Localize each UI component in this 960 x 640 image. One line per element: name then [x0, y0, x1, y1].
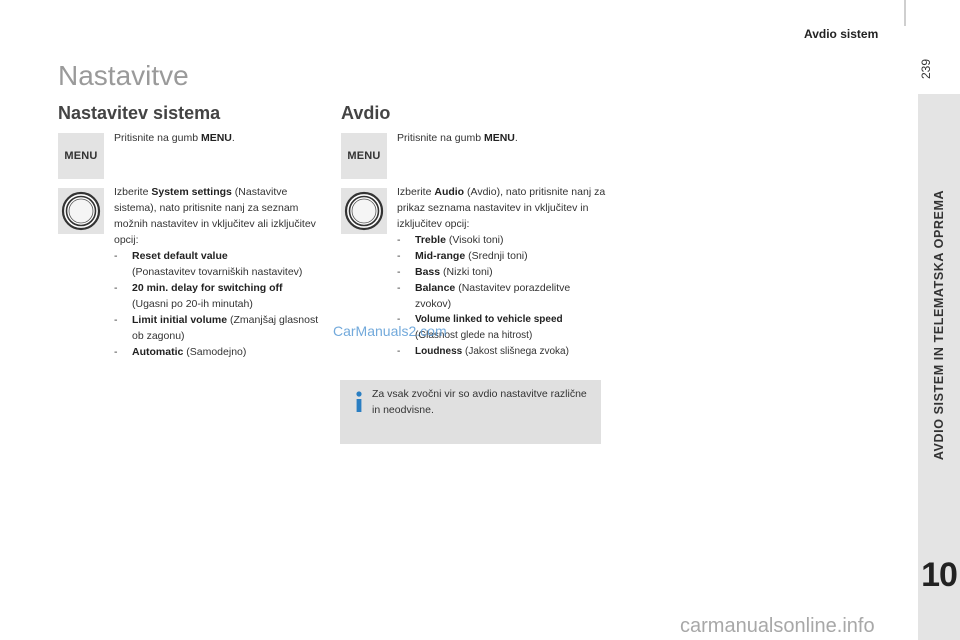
step-bold: MENU — [483, 132, 515, 144]
list-item-text — [415, 280, 607, 312]
list-item — [114, 344, 322, 360]
menu-button-icon — [58, 133, 104, 179]
option-name: Limit initial volume — [132, 314, 228, 326]
list-item-text — [415, 248, 528, 264]
list-item — [114, 312, 322, 344]
menu-icon-label: MENU — [64, 150, 98, 162]
list-dash: - — [114, 250, 118, 262]
watermark-bottom: carmanualsonline.info — [680, 615, 875, 637]
list-item-text — [132, 280, 283, 312]
header-divider — [904, 0, 906, 26]
option-desc: (Ponastavitev tovarniških nastavitev) — [132, 266, 303, 278]
option-name: Treble — [415, 234, 446, 246]
option-desc: (Samodejno) — [183, 346, 247, 358]
rotary-knob-icon — [58, 188, 104, 234]
step-suffix: . — [231, 132, 235, 144]
option-desc: (Nizki toni) — [440, 266, 493, 278]
list-item-text — [415, 232, 504, 248]
list-item — [397, 232, 607, 248]
rotary-knob-icon — [341, 188, 387, 234]
chapter-title: AVDIO SISTEM IN TELEMATSKA OPREMA — [932, 189, 946, 461]
left-step-menu — [114, 130, 319, 146]
option-desc: (Srednji toni) — [465, 250, 528, 262]
option-name: Loudness — [415, 346, 463, 357]
left-step-select — [114, 184, 322, 360]
watermark-top: CarManuals2.com — [333, 323, 447, 339]
list-dash: - — [114, 346, 118, 358]
option-desc: (Jakost slišnega zvoka) — [462, 346, 569, 357]
option-name: Reset default value — [132, 250, 228, 262]
section-title-audio: Avdio — [341, 103, 391, 123]
info-note-text: Za vsak zvočni vir so avdio nastavitve različne in neodvisne. — [372, 388, 587, 416]
list-dash: - — [397, 266, 401, 278]
option-desc: (Ugasni po 20-ih minutah) — [132, 298, 253, 310]
option-desc: (Visoki toni) — [445, 234, 504, 246]
option-name: Bass — [415, 266, 441, 278]
left-step-select-text — [114, 184, 322, 248]
list-dash: - — [397, 282, 401, 294]
right-step-menu — [397, 130, 602, 146]
list-item — [397, 280, 607, 312]
step-rest: (Avdio), nato pritisnite nanj za prikaz seznama nastavitev in vključitev in izključitev opcij: — [397, 186, 606, 230]
knob-graphic — [61, 191, 101, 231]
list-item-text — [132, 248, 302, 280]
page-number: 239 — [919, 58, 933, 80]
page-title: Nastavitve — [58, 60, 189, 91]
list-item — [397, 248, 607, 264]
chapter-sidebar — [918, 94, 960, 640]
step-text: Pritisnite na gumb — [397, 132, 484, 144]
step-bold: System settings — [151, 186, 232, 198]
list-item-text — [132, 312, 322, 344]
right-step-select-text — [397, 184, 607, 232]
menu-icon-label: MENU — [347, 150, 381, 162]
list-item — [114, 280, 322, 312]
list-item — [397, 344, 607, 360]
list-dash: - — [397, 314, 401, 325]
chapter-number: 10 — [921, 556, 957, 594]
step-text: Izberite — [397, 186, 435, 198]
step-bold: MENU — [200, 132, 232, 144]
step-bold: Audio — [434, 186, 465, 198]
option-name: Balance — [415, 282, 456, 294]
list-item-text — [132, 344, 246, 360]
list-dash: - — [397, 250, 401, 262]
option-desc: (Zmanjšaj glasnost ob zagonu) — [132, 314, 319, 342]
option-name: Mid-range — [415, 250, 466, 262]
info-note-box — [340, 380, 601, 444]
knob-graphic — [344, 191, 384, 231]
step-suffix: . — [514, 132, 518, 144]
section-title-system-settings: Nastavitev sistema — [58, 103, 221, 123]
chapter-title-wrap — [918, 94, 960, 556]
option-name: Automatic — [132, 346, 184, 358]
step-text: Izberite — [114, 186, 152, 198]
step-rest: (Nastavitve sistema), nato pritisnite nanj za seznam možnih nastavitev in vključitev ali izključitev opcij: — [114, 186, 316, 246]
menu-button-icon — [341, 133, 387, 179]
list-dash: - — [397, 234, 401, 246]
option-desc: (Glasnost glede na hitrost) — [415, 330, 533, 341]
list-dash: - — [397, 346, 401, 357]
list-item — [114, 248, 322, 280]
list-item — [397, 264, 607, 280]
list-item-text — [415, 344, 569, 360]
option-desc: (Nastavitev porazdelitve zvokov) — [415, 282, 571, 310]
option-name: 20 min. delay for switching off — [132, 282, 283, 294]
list-dash: - — [114, 314, 118, 326]
info-icon — [352, 390, 366, 414]
running-header: Avdio sistem — [804, 27, 879, 41]
list-item-text — [415, 264, 493, 280]
step-text: Pritisnite na gumb — [114, 132, 201, 144]
list-dash: - — [114, 282, 118, 294]
option-name: Volume linked to vehicle speed — [415, 314, 563, 325]
